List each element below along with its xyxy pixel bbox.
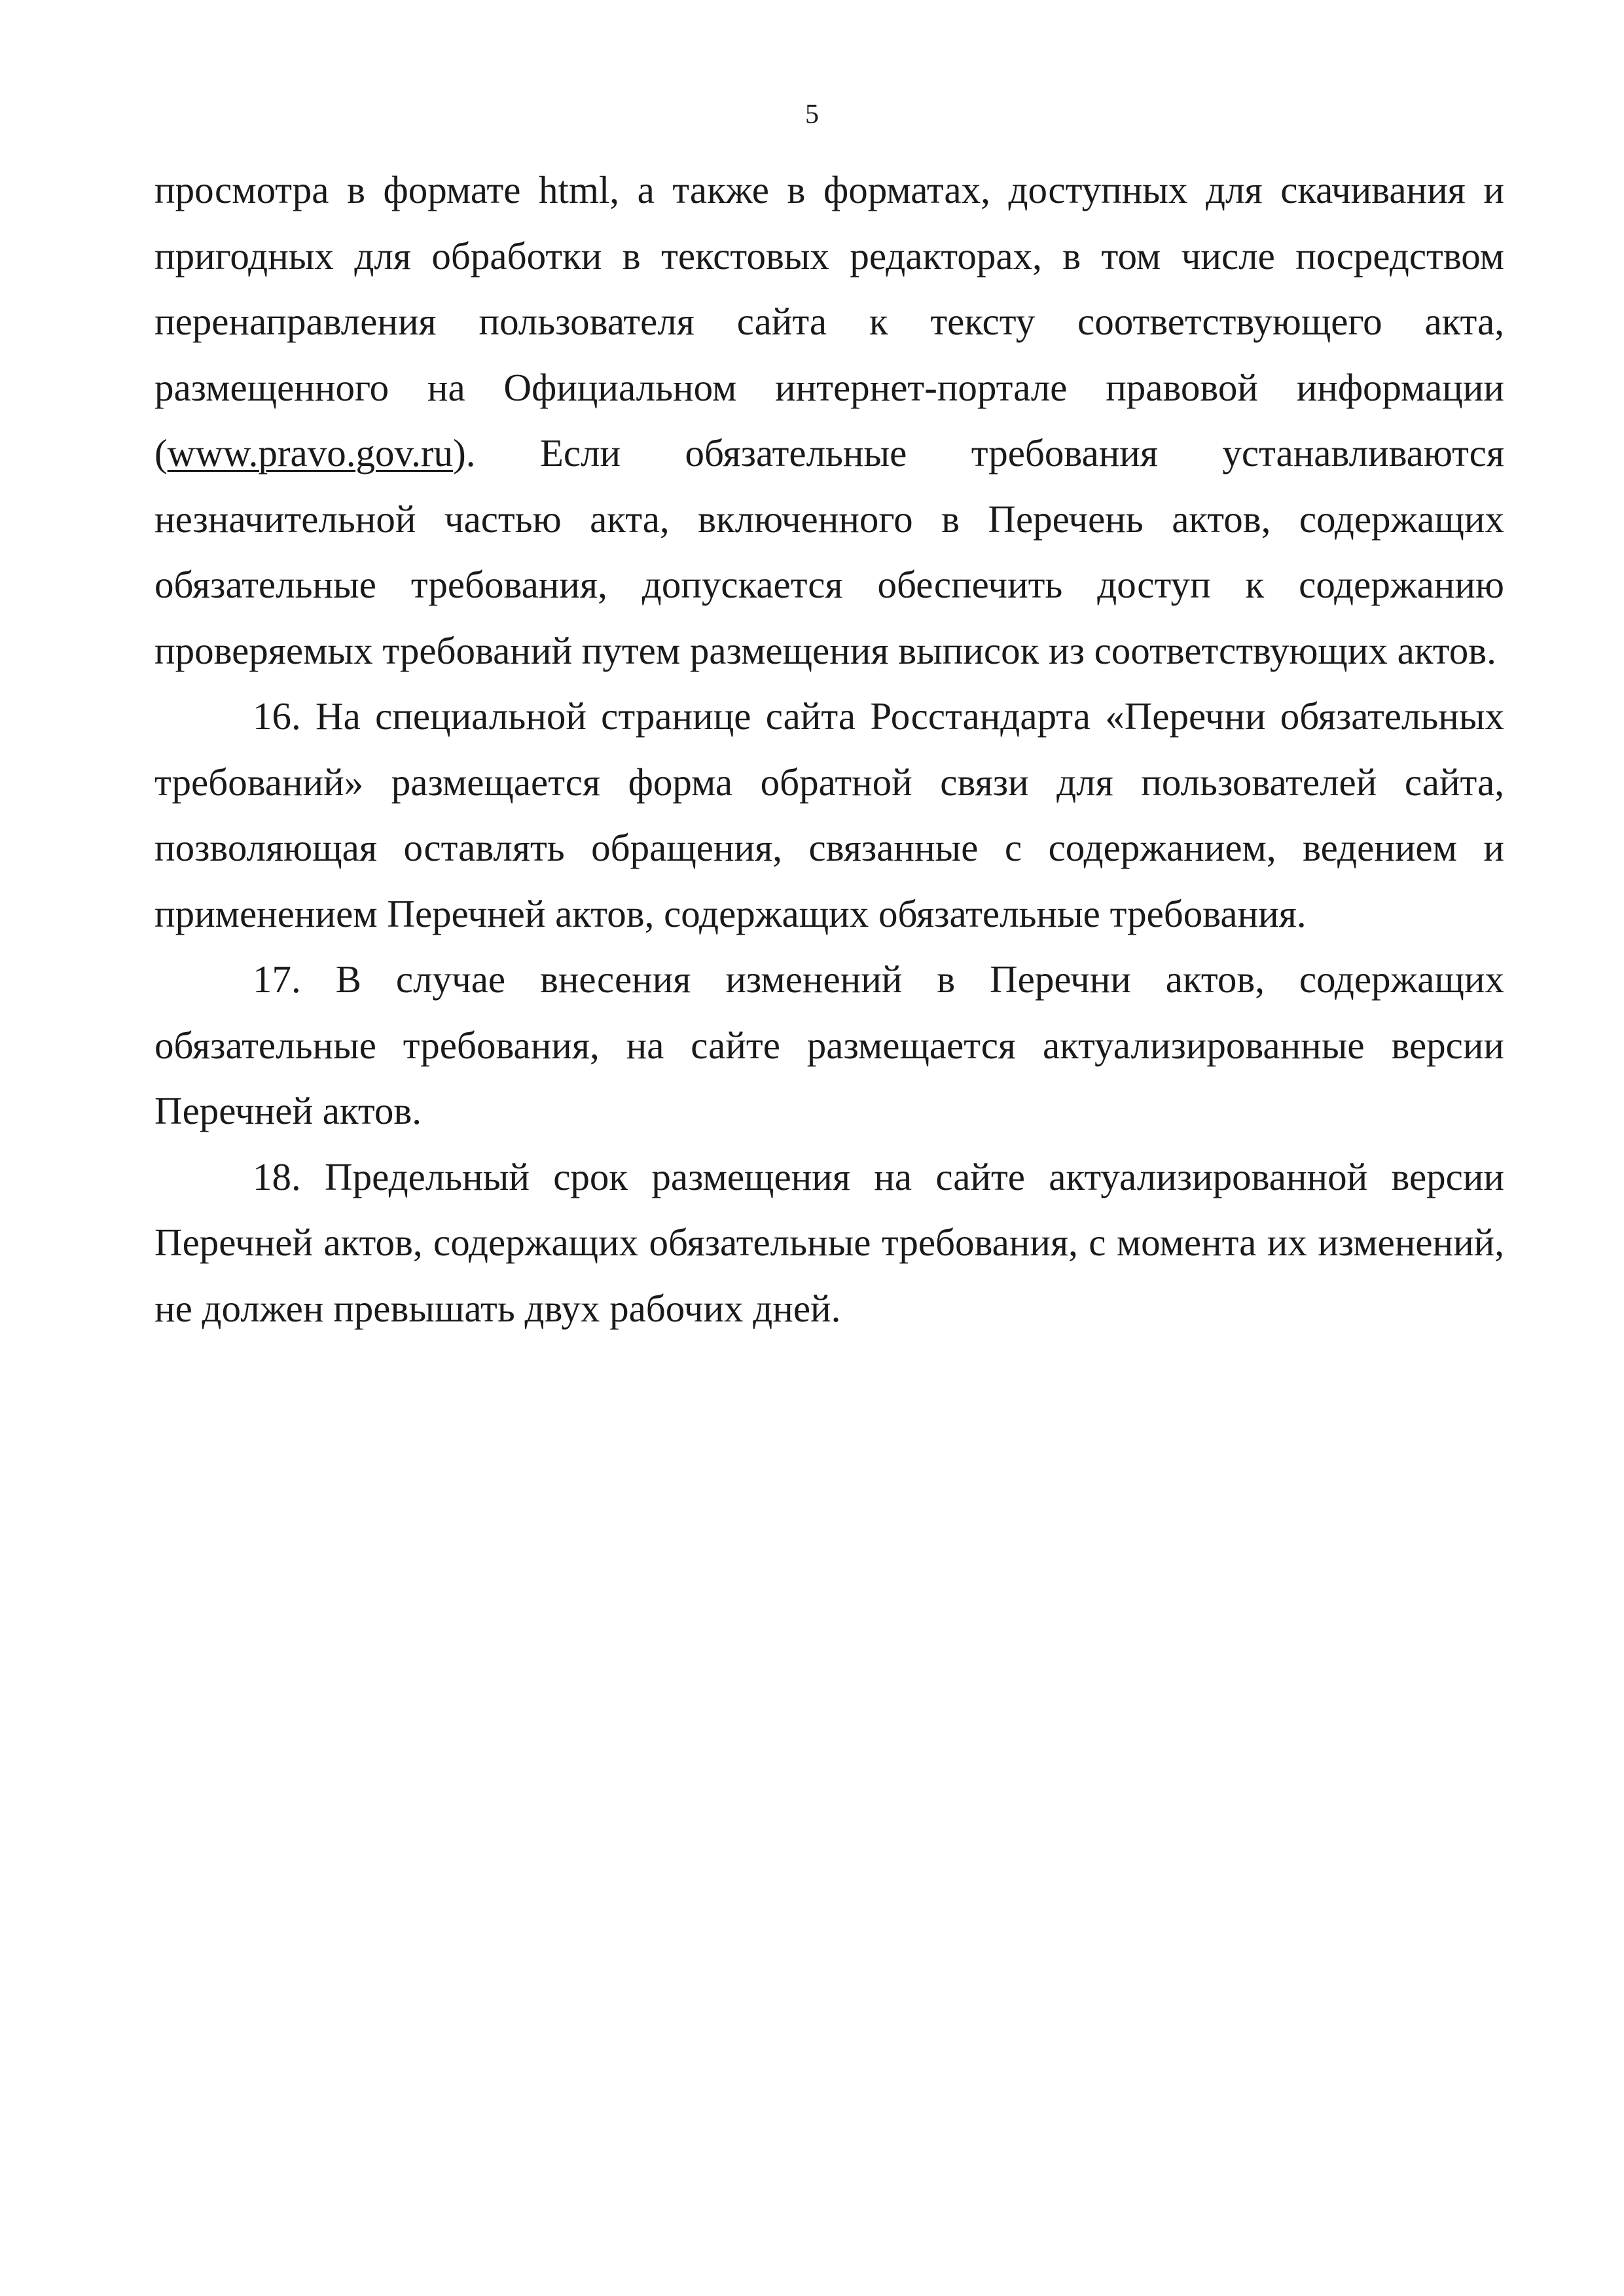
paragraph-16: 16. На специальной странице сайта Росстандарта «Перечни обязательных требований» размещается форма обратной связи для пользователей сайта, позволяющая оставлять обращения, связанные с содержанием, ведением и применением Перечней актов, содержащих обязательные требования. xyxy=(154,694,1504,935)
paragraph-18: 18. Предельный срок размещения на сайте актуализированной версии Перечней актов, содержащих обязательные требования, с момента их изменений, не должен превышать двух рабочих дней. xyxy=(154,1155,1504,1330)
page-number: 5 xyxy=(805,99,819,130)
pravo-gov-link[interactable]: www.pravo.gov.ru xyxy=(167,431,454,475)
paragraph-text: просмотра в формате html, а также в форматах, доступных для скачивания и пригодных для обработки в текстовых редакторах, в том числе посредством перенаправления пользователя сайта к тексту соответствующего акта, размещенного на Официальном интернет-портале правовой информации ( xyxy=(154,168,1504,475)
paragraph-15-continuation xyxy=(154,157,1504,683)
document-body xyxy=(154,157,1504,1341)
paragraph-17: 17. В случае внесения изменений в Перечни актов, содержащих обязательные требования, на сайте размещается актуализированные версии Перечней актов. xyxy=(154,958,1504,1132)
paragraph-text: ). Если обязательные требования устанавливаются незначительной частью акта, включенного в Перечень актов, содержащих обязательные требования, допускается обеспечить доступ к содержанию проверяемых требований путем размещения выписок из соответствующих актов. xyxy=(154,431,1504,672)
